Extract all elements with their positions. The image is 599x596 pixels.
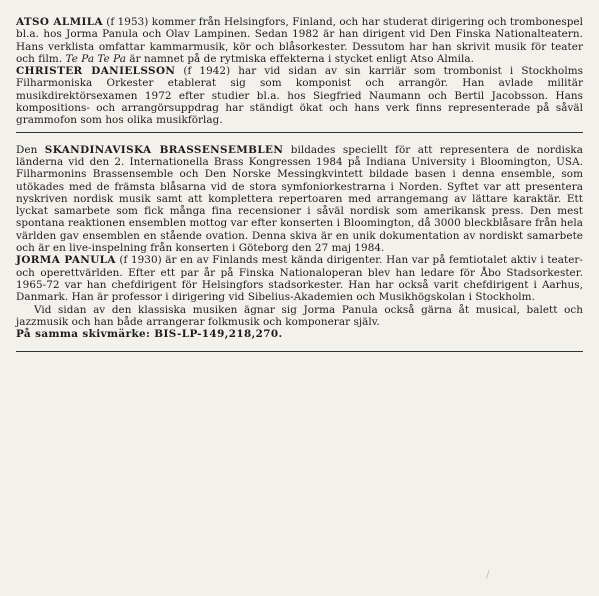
ensemble-text: bildades speciellt för att representera de nordiska länderna vid den 2. Internationella Brass Kongressen 1984 på Indiana University i Bloomington, USA. Filharmonins Brassensemble och Den Norske Messingkvintett bildade basen i denna ensemble, som utökades med de främsta blåsarna vid de stora symfoniorkestrarna i Norden. Syftet var att presentera nyskriven nordisk musik samt att komplettera repertoaren med arrangemang av lättare karaktär. Ett lyckat samarbete som fick många fina recensioner i såväl nordisk som amerikansk press. Den mest spontana reaktionen ensemblen mottog var efter konserten i Bloomington, då 3000 bleckblåsare från hela världen gav ensemblen en stående ovation. Denna skiva är en unik dokumentation av nordiskt samarbete och är en live-inspelning från konserten i Göteborg den 27 maj 1984. [16,143,583,255]
ensemble-prefix: Den [16,143,45,156]
liner-notes-page [16,16,583,352]
divider-rule-bottom [16,351,583,352]
divider-rule [16,132,583,133]
work-title: Te Pa Te Pa [65,52,126,65]
bio-text: (f 1942) har vid sidan av sin karriär som trombonist i Stockholms Filharmoniska Orkester etablerat sig som komponist och arrangör. Han avlade militär musikdirektörsexamen 1972 efter studier bl.a. hos Siegfried Naumann och Bertil Jacobsson. Hans kompositions- och arrangörsuppdrag har ständigt ökat och hans verk finns representerade på såväl grammofon som hos olika musikförlag. [16,65,583,127]
bio-text: (f 1953) kommer från Helsingfors, Finland, och har studerat dirigering och trombonespel bl.a. hos Jorma Panula och Olav Lampinen. Sedan 1982 är han dirigent vid Den Finska Nationalteatern. Hans verklista omfattar kammarmusik, kör och blåsorkester. Dessutom har han skrivit musik för teater och film. [16,16,583,65]
ensemble-description [16,144,583,255]
name-jorma-panula: JORMA PANULA [16,254,116,267]
bio-atso-almila [16,16,583,65]
bio-jorma-panula [16,254,583,303]
name-skandinaviska-brassensemblen: SKANDINAVISKA BRASSENSEMBLEN [44,143,284,156]
page-mark-icon: ∕ [486,570,490,581]
name-atso-almila: ATSO ALMILA [16,16,103,28]
name-christer-danielsson: CHRISTER DANIELSSON [16,65,176,78]
bio-christer-danielsson [16,65,583,126]
bio-text: (f 1930) är en av Finlands mest kända dirigenter. Han var på femtiotalet aktiv i teater- och operettvärlden. Efter ett par år på Finska Nationaloperan blev han ledare för Åbo Stadsorkester. 1965-72 var han chefdirigent för Helsingfors stadsorkester. Han har också varit chefdirigent i Aarhus, Danmark. Han är professor i dirigering vid Sibelius-Akademien och Musikhögskolan i Stockholm. [16,254,583,304]
bio-jorma-panula-continued: Vid sidan av den klassiska musiken ägnar sig Jorma Panula också gärna åt musical, balett och jazzmusik och han både arrangerar folkmusik och komponerar själv. [16,303,583,328]
catalog-note-text: På samma skivmärke: BIS-LP-149,218,270. [16,328,283,341]
bio-text-end: är namnet på de rytmiska effekterna i stycket enligt Atso Almila. [125,52,475,65]
catalog-note [16,328,583,340]
